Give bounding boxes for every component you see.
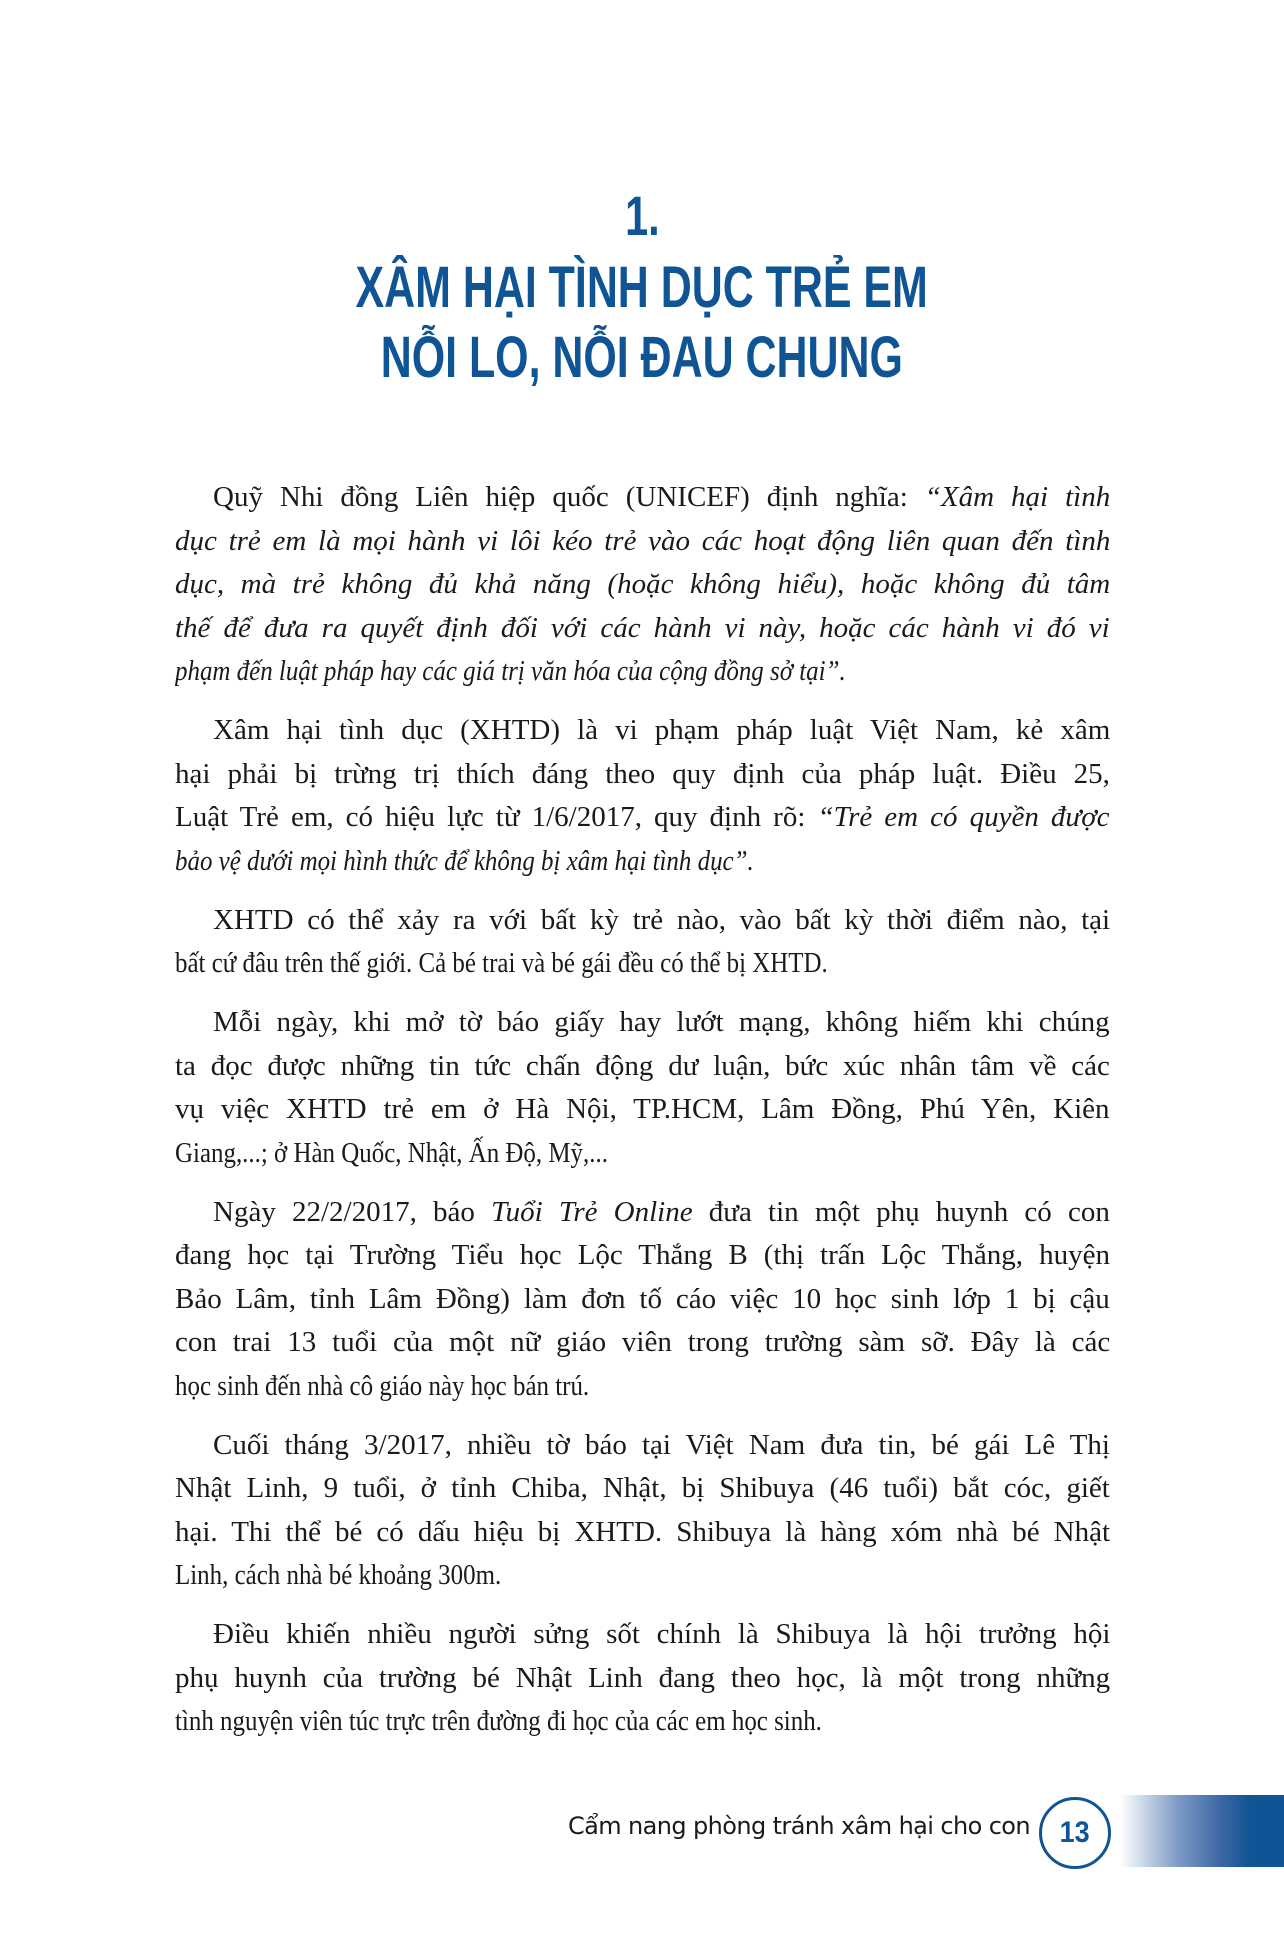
italic-text: dục trẻ em là mọi hành vi lôi kéo trẻ vào các hoạt động liên quan đến tình <box>175 524 1110 557</box>
text: đưa tin một phụ huynh có con <box>692 1195 1110 1228</box>
page-number-badge <box>1039 1797 1111 1869</box>
text: Ngày 22/2/2017, báo <box>213 1195 492 1228</box>
text-line <box>175 1132 1110 1176</box>
text-line <box>175 1511 1110 1555</box>
text: Điều khiến nhiều người sửng sốt chính là Shibuya là hội trưởng hội <box>213 1618 1110 1650</box>
italic-text: Tuổi Trẻ Online <box>491 1195 693 1228</box>
page-number: 13 <box>1059 1816 1091 1849</box>
text: Luật Trẻ em, có hiệu lực từ 1/6/2017, quy định rõ: <box>175 801 818 833</box>
text-line <box>175 840 1110 884</box>
paragraph <box>175 1191 1110 1409</box>
italic-text: phạm đến luật pháp hay các giá trị văn hóa của cộng đồng sở tại”. <box>175 655 846 687</box>
text: XHTD có thể xảy ra với bất kỳ trẻ nào, vào bất kỳ thời điểm nào, tại <box>213 903 1110 936</box>
text: Mỗi ngày, khi mở tờ báo giấy hay lướt mạng, không hiếm khi chúng <box>213 1006 1110 1038</box>
italic-text: dục, mà trẻ không đủ khả năng (hoặc không hiểu), hoặc không đủ tâm <box>175 568 1110 600</box>
text: bất cứ đâu trên thế giới. Cả bé trai và bé gái đều có thể bị XHTD. <box>175 947 828 979</box>
text-line <box>175 650 1110 694</box>
paragraph <box>175 476 1110 694</box>
text: ta đọc được những tin tức chấn động dư luận, bức xúc nhân tâm về các <box>175 1049 1110 1082</box>
text-line <box>175 563 1110 607</box>
text: học sinh đến nhà cô giáo này học bán trú. <box>175 1369 590 1402</box>
text: đang học tại Trường Tiểu học Lộc Thắng B (thị trấn Lộc Thắng, huyện <box>175 1239 1110 1271</box>
text: phụ huynh của trường bé Nhật Linh đang theo học, là một trong những <box>175 1661 1110 1694</box>
chapter-title-line-1: XÂM HẠI TÌNH DỤC TRẺ EM <box>355 255 929 320</box>
italic-text: bảo vệ dưới mọi hình thức để không bị xâm hại tình dục”. <box>175 844 754 877</box>
text-line <box>175 942 1110 986</box>
text: Giang,...; ở Hàn Quốc, Nhật, Ấn Độ, Mỹ,... <box>175 1136 608 1169</box>
text: Cuối tháng 3/2017, nhiều tờ báo tại Việt Nam đưa tin, bé gái Lê Thị <box>213 1428 1110 1461</box>
text-line <box>175 1657 1110 1701</box>
text: con trai 13 tuổi của một nữ giáo viên trong trường sàm sỡ. Đây là các <box>175 1326 1110 1358</box>
italic-text: “Trẻ em có quyền được <box>817 801 1110 833</box>
text-line <box>175 1001 1110 1045</box>
paragraph <box>175 709 1110 883</box>
paragraph <box>175 1001 1110 1175</box>
text-line <box>175 753 1110 797</box>
text-line <box>175 899 1110 943</box>
text-line <box>175 607 1110 651</box>
text-line <box>175 520 1110 564</box>
text: Quỹ Nhi đồng Liên hiệp quốc (UNICEF) định nghĩa: <box>213 481 925 513</box>
text-line <box>175 1278 1110 1322</box>
italic-text: “Xâm hại tình <box>924 481 1110 513</box>
text-line <box>175 709 1110 753</box>
chapter-title-line-2: NỖI LO, NỖI ĐAU CHUNG <box>380 325 904 390</box>
page-edge-band <box>1120 1795 1284 1867</box>
text-line <box>175 1088 1110 1132</box>
text: Nhật Linh, 9 tuổi, ở tỉnh Chiba, Nhật, bị Shibuya (46 tuổi) bắt cóc, giết <box>175 1472 1110 1504</box>
text-line <box>175 1321 1110 1365</box>
body-text <box>175 476 1110 1759</box>
text-line <box>175 1424 1110 1468</box>
text-line <box>175 1613 1110 1657</box>
text-line <box>175 1234 1110 1278</box>
text-line <box>175 796 1110 840</box>
text-line <box>175 1467 1110 1511</box>
text: hại phải bị trừng trị thích đáng theo quy định của pháp luật. Điều 25, <box>175 757 1110 790</box>
paragraph <box>175 899 1110 986</box>
text: tình nguyện viên túc trực trên đường đi học của các em học sinh. <box>175 1705 822 1737</box>
text-line <box>175 1554 1110 1598</box>
text: Bảo Lâm, tỉnh Lâm Đồng) làm đơn tố cáo việc 10 học sinh lớp 1 bị cậu <box>175 1282 1110 1315</box>
text-line <box>175 1700 1110 1744</box>
paragraph <box>175 1613 1110 1744</box>
text-line <box>175 1365 1110 1409</box>
chapter-number: 1. <box>624 184 660 247</box>
text-line <box>175 1191 1110 1235</box>
text: vụ việc XHTD trẻ em ở Hà Nội, TP.HCM, Lâm Đồng, Phú Yên, Kiên <box>175 1093 1110 1125</box>
italic-text: thế để đưa ra quyết định đối với các hành vi này, hoặc các hành vi đó vi <box>175 611 1110 644</box>
text-line <box>175 476 1110 520</box>
footer-book-title: Cẩm nang phòng tránh xâm hại cho con <box>567 1812 1030 1840</box>
text: Xâm hại tình dục (XHTD) là vi phạm pháp luật Việt Nam, kẻ xâm <box>213 714 1110 746</box>
text: hại. Thi thể bé có dấu hiệu bị XHTD. Shibuya là hàng xóm nhà bé Nhật <box>175 1515 1110 1548</box>
text: Linh, cách nhà bé khoảng 300m. <box>175 1559 502 1591</box>
paragraph <box>175 1424 1110 1598</box>
text-line <box>175 1045 1110 1089</box>
